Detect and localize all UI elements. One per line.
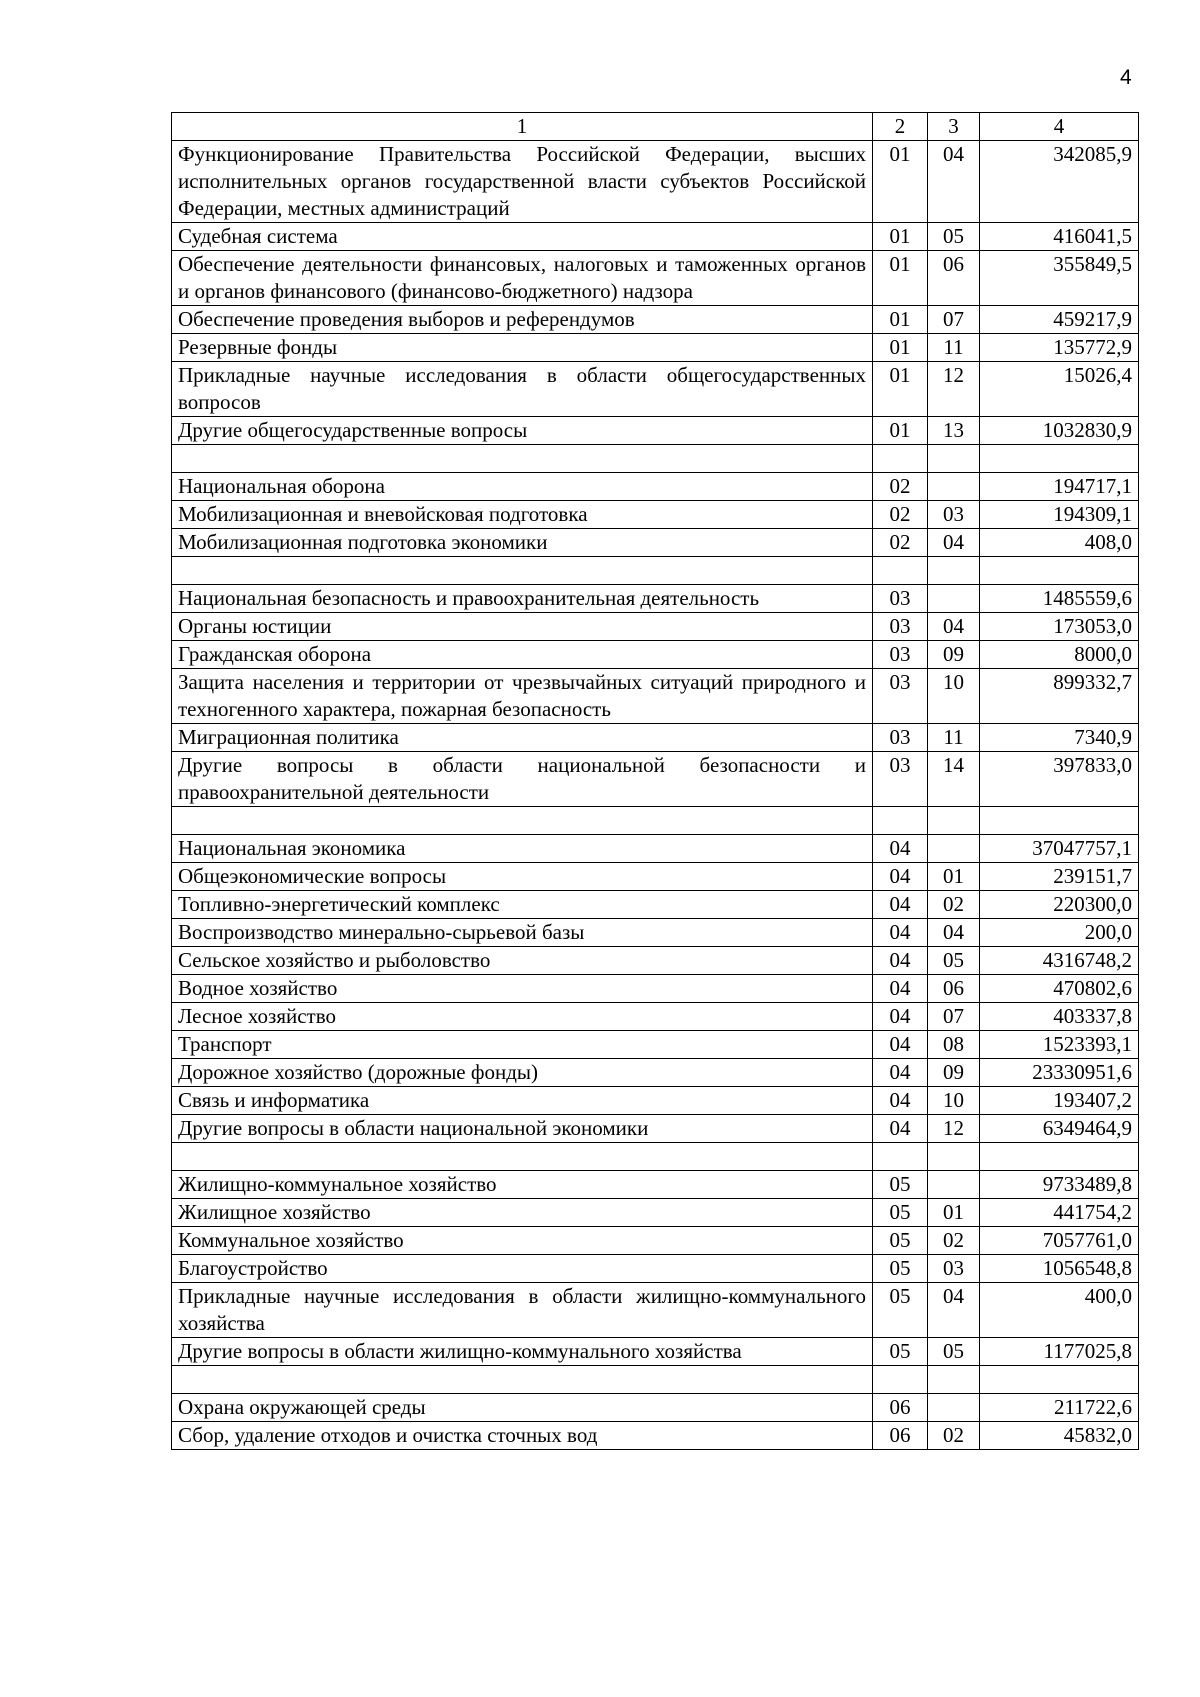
table-row	[172, 947, 1139, 975]
empty-cell	[172, 807, 873, 835]
table-row	[172, 752, 1139, 807]
table-row	[172, 585, 1139, 613]
row-name: Гражданская оборона	[172, 641, 873, 669]
spacer-row	[172, 445, 1139, 473]
row-name: Обеспечение деятельности финансовых, налоговых и таможенных органов и органов финансового (финансово-бюджетного) надзора	[172, 251, 873, 306]
row-amount: 173053,0	[980, 613, 1139, 641]
row-name: Судебная система	[172, 223, 873, 251]
row-amount: 194717,1	[980, 473, 1139, 501]
empty-cell	[928, 445, 980, 473]
row-amount: 342085,9	[980, 141, 1139, 223]
table-row	[172, 1003, 1139, 1031]
row-name: Водное хозяйство	[172, 975, 873, 1003]
row-name: Другие вопросы в области жилищно-коммунального хозяйства	[172, 1338, 873, 1366]
row-section: 04	[873, 1059, 928, 1087]
row-name: Мобилизационная подготовка экономики	[172, 529, 873, 557]
row-subsection: 02	[928, 1422, 980, 1450]
header-col-4: 4	[980, 113, 1139, 141]
row-subsection: 07	[928, 1003, 980, 1031]
row-name: Жилищно-коммунальное хозяйство	[172, 1171, 873, 1199]
row-amount: 470802,6	[980, 975, 1139, 1003]
table-row	[172, 1059, 1139, 1087]
empty-cell	[980, 1143, 1139, 1171]
row-section: 01	[873, 223, 928, 251]
page-number: 4	[1120, 66, 1132, 89]
row-subsection: 01	[928, 1199, 980, 1227]
row-amount: 239151,7	[980, 863, 1139, 891]
table-row	[172, 1422, 1139, 1450]
row-section: 03	[873, 752, 928, 807]
table-row	[172, 919, 1139, 947]
row-subsection: 05	[928, 223, 980, 251]
row-section: 03	[873, 724, 928, 752]
row-subsection: 05	[928, 1338, 980, 1366]
budget-table	[171, 112, 1139, 1450]
row-subsection: 10	[928, 1087, 980, 1115]
row-amount: 4316748,2	[980, 947, 1139, 975]
row-amount: 194309,1	[980, 501, 1139, 529]
row-subsection: 06	[928, 251, 980, 306]
row-amount: 200,0	[980, 919, 1139, 947]
row-section: 01	[873, 362, 928, 417]
row-name: Транспорт	[172, 1031, 873, 1059]
spacer-row	[172, 1143, 1139, 1171]
table-row	[172, 417, 1139, 445]
row-subsection: 04	[928, 613, 980, 641]
row-amount: 1523393,1	[980, 1031, 1139, 1059]
row-amount: 441754,2	[980, 1199, 1139, 1227]
row-subsection: 12	[928, 362, 980, 417]
row-name: Национальная безопасность и правоохранительная деятельность	[172, 585, 873, 613]
row-name: Топливно-энергетический комплекс	[172, 891, 873, 919]
row-section: 06	[873, 1394, 928, 1422]
row-subsection	[928, 1171, 980, 1199]
table-row	[172, 641, 1139, 669]
empty-cell	[873, 807, 928, 835]
row-section: 05	[873, 1255, 928, 1283]
row-amount: 403337,8	[980, 1003, 1139, 1031]
row-name: Функционирование Правительства Российской Федерации, высших исполнительных органов государственной власти субъектов Российской Федерации, местных администраций	[172, 141, 873, 223]
row-subsection: 09	[928, 1059, 980, 1087]
row-section: 01	[873, 417, 928, 445]
row-subsection: 04	[928, 1283, 980, 1338]
table-row	[172, 1115, 1139, 1143]
empty-cell	[873, 445, 928, 473]
row-section: 05	[873, 1199, 928, 1227]
row-subsection: 06	[928, 975, 980, 1003]
table-row	[172, 975, 1139, 1003]
row-amount: 1056548,8	[980, 1255, 1139, 1283]
row-amount: 397833,0	[980, 752, 1139, 807]
row-name: Другие вопросы в области национальной безопасности и правоохранительной деятельности	[172, 752, 873, 807]
row-subsection: 03	[928, 1255, 980, 1283]
empty-cell	[928, 1366, 980, 1394]
empty-cell	[928, 557, 980, 585]
row-subsection	[928, 585, 980, 613]
empty-cell	[172, 557, 873, 585]
row-amount: 193407,2	[980, 1087, 1139, 1115]
empty-cell	[980, 557, 1139, 585]
row-name: Органы юстиции	[172, 613, 873, 641]
table-row	[172, 613, 1139, 641]
table-row	[172, 141, 1139, 223]
table-row	[172, 669, 1139, 724]
row-subsection: 10	[928, 669, 980, 724]
row-subsection: 08	[928, 1031, 980, 1059]
row-subsection: 03	[928, 501, 980, 529]
header-col-2: 2	[873, 113, 928, 141]
empty-cell	[172, 1366, 873, 1394]
row-section: 02	[873, 529, 928, 557]
row-section: 02	[873, 473, 928, 501]
row-amount: 220300,0	[980, 891, 1139, 919]
row-name: Воспроизводство минерально-сырьевой базы	[172, 919, 873, 947]
row-name: Общеэкономические вопросы	[172, 863, 873, 891]
table-row	[172, 863, 1139, 891]
table-row	[172, 1199, 1139, 1227]
table-row	[172, 724, 1139, 752]
row-amount: 1032830,9	[980, 417, 1139, 445]
row-subsection: 04	[928, 919, 980, 947]
empty-cell	[980, 807, 1139, 835]
row-amount: 1177025,8	[980, 1338, 1139, 1366]
row-section: 06	[873, 1422, 928, 1450]
row-name: Охрана окружающей среды	[172, 1394, 873, 1422]
table-row	[172, 223, 1139, 251]
row-amount: 135772,9	[980, 334, 1139, 362]
row-name: Прикладные научные исследования в области общегосударственных вопросов	[172, 362, 873, 417]
empty-cell	[873, 1143, 928, 1171]
row-section: 04	[873, 1003, 928, 1031]
row-name: Сбор, удаление отходов и очистка сточных вод	[172, 1422, 873, 1450]
row-name: Другие вопросы в области национальной экономики	[172, 1115, 873, 1143]
row-name: Связь и информатика	[172, 1087, 873, 1115]
row-section: 03	[873, 585, 928, 613]
table-row	[172, 251, 1139, 306]
empty-cell	[928, 1143, 980, 1171]
row-section: 04	[873, 975, 928, 1003]
row-section: 01	[873, 251, 928, 306]
table-row	[172, 1227, 1139, 1255]
row-section: 05	[873, 1338, 928, 1366]
row-amount: 8000,0	[980, 641, 1139, 669]
row-section: 03	[873, 641, 928, 669]
row-amount: 37047757,1	[980, 835, 1139, 863]
empty-cell	[980, 1366, 1139, 1394]
row-subsection: 04	[928, 141, 980, 223]
row-section: 04	[873, 1115, 928, 1143]
empty-cell	[928, 807, 980, 835]
table-row	[172, 1087, 1139, 1115]
row-amount: 9733489,8	[980, 1171, 1139, 1199]
row-subsection	[928, 835, 980, 863]
table-row	[172, 1255, 1139, 1283]
table-row	[172, 891, 1139, 919]
row-amount: 15026,4	[980, 362, 1139, 417]
row-subsection: 04	[928, 529, 980, 557]
row-section: 01	[873, 334, 928, 362]
row-amount: 23330951,6	[980, 1059, 1139, 1087]
table-row	[172, 334, 1139, 362]
row-name: Коммунальное хозяйство	[172, 1227, 873, 1255]
row-subsection: 09	[928, 641, 980, 669]
empty-cell	[172, 445, 873, 473]
row-name: Другие общегосударственные вопросы	[172, 417, 873, 445]
row-section: 02	[873, 501, 928, 529]
table-row	[172, 1283, 1139, 1338]
row-subsection: 01	[928, 863, 980, 891]
table-row	[172, 1338, 1139, 1366]
row-name: Благоустройство	[172, 1255, 873, 1283]
row-subsection: 11	[928, 334, 980, 362]
row-amount: 408,0	[980, 529, 1139, 557]
table-row	[172, 306, 1139, 334]
row-section: 03	[873, 613, 928, 641]
row-subsection: 12	[928, 1115, 980, 1143]
empty-cell	[980, 445, 1139, 473]
row-section: 04	[873, 919, 928, 947]
spacer-row	[172, 1366, 1139, 1394]
row-section: 04	[873, 863, 928, 891]
row-name: Сельское хозяйство и рыболовство	[172, 947, 873, 975]
row-section: 05	[873, 1227, 928, 1255]
row-amount: 211722,6	[980, 1394, 1139, 1422]
row-subsection: 14	[928, 752, 980, 807]
table-row	[172, 1171, 1139, 1199]
row-subsection	[928, 1394, 980, 1422]
row-section: 04	[873, 1087, 928, 1115]
row-amount: 7340,9	[980, 724, 1139, 752]
row-amount: 899332,7	[980, 669, 1139, 724]
row-subsection: 07	[928, 306, 980, 334]
row-section: 04	[873, 891, 928, 919]
row-name: Дорожное хозяйство (дорожные фонды)	[172, 1059, 873, 1087]
row-section: 03	[873, 669, 928, 724]
header-col-1: 1	[172, 113, 873, 141]
row-section: 04	[873, 1031, 928, 1059]
table-row	[172, 835, 1139, 863]
table-row	[172, 473, 1139, 501]
empty-cell	[873, 1366, 928, 1394]
row-section: 01	[873, 141, 928, 223]
row-amount: 45832,0	[980, 1422, 1139, 1450]
row-amount: 400,0	[980, 1283, 1139, 1338]
table-row	[172, 501, 1139, 529]
row-section: 04	[873, 947, 928, 975]
row-name: Мобилизационная и вневойсковая подготовка	[172, 501, 873, 529]
header-col-3: 3	[928, 113, 980, 141]
row-name: Жилищное хозяйство	[172, 1199, 873, 1227]
row-amount: 1485559,6	[980, 585, 1139, 613]
spacer-row	[172, 807, 1139, 835]
row-section: 04	[873, 835, 928, 863]
row-subsection: 02	[928, 1227, 980, 1255]
row-amount: 6349464,9	[980, 1115, 1139, 1143]
row-subsection	[928, 473, 980, 501]
row-amount: 355849,5	[980, 251, 1139, 306]
row-subsection: 02	[928, 891, 980, 919]
row-section: 05	[873, 1171, 928, 1199]
row-name: Национальная экономика	[172, 835, 873, 863]
row-section: 01	[873, 306, 928, 334]
row-name: Миграционная политика	[172, 724, 873, 752]
row-name: Лесное хозяйство	[172, 1003, 873, 1031]
table-row	[172, 1394, 1139, 1422]
spacer-row	[172, 557, 1139, 585]
row-amount: 416041,5	[980, 223, 1139, 251]
row-section: 05	[873, 1283, 928, 1338]
row-name: Прикладные научные исследования в области жилищно-коммунального хозяйства	[172, 1283, 873, 1338]
header-row	[172, 113, 1139, 141]
row-subsection: 13	[928, 417, 980, 445]
table-row	[172, 362, 1139, 417]
empty-cell	[873, 557, 928, 585]
row-subsection: 05	[928, 947, 980, 975]
row-amount: 459217,9	[980, 306, 1139, 334]
row-subsection: 11	[928, 724, 980, 752]
row-name: Национальная оборона	[172, 473, 873, 501]
row-amount: 7057761,0	[980, 1227, 1139, 1255]
row-name: Обеспечение проведения выборов и референдумов	[172, 306, 873, 334]
row-name: Резервные фонды	[172, 334, 873, 362]
table-row	[172, 1031, 1139, 1059]
empty-cell	[172, 1143, 873, 1171]
table-row	[172, 529, 1139, 557]
row-name: Защита населения и территории от чрезвычайных ситуаций природного и техногенного характера, пожарная безопасность	[172, 669, 873, 724]
